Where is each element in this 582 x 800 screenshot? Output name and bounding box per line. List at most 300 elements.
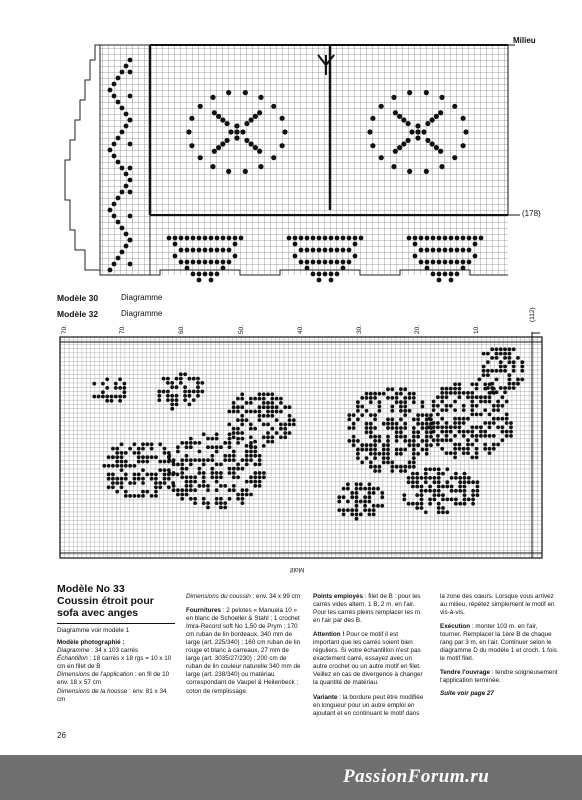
filled-square-dot xyxy=(141,460,145,464)
filled-square-dot xyxy=(346,482,350,486)
filled-square-dot xyxy=(176,493,180,497)
supplies-label: Fournitures xyxy=(186,607,221,615)
filled-square-dot xyxy=(412,452,416,456)
filled-square-dot xyxy=(283,405,287,409)
filled-square-dot xyxy=(227,423,231,427)
filled-square-dot xyxy=(198,484,202,488)
filled-square-dot xyxy=(355,508,359,512)
row-marker-178: (178) xyxy=(522,209,541,218)
filled-square-dot xyxy=(145,473,149,477)
filled-square-dot xyxy=(193,501,197,505)
filled-square-dot xyxy=(412,435,416,439)
filled-square-dot xyxy=(166,381,170,385)
filled-square-dot xyxy=(402,498,406,502)
filled-square-dot xyxy=(236,397,240,401)
filled-square-dot xyxy=(128,447,132,451)
filled-square-dot xyxy=(488,395,492,399)
filled-square-dot xyxy=(210,454,214,458)
filled-square-dot xyxy=(180,467,184,471)
filled-square-dot xyxy=(488,400,492,404)
filled-square-dot xyxy=(395,448,399,452)
filled-square-dot xyxy=(471,493,475,497)
filled-square-dot xyxy=(382,456,386,460)
filled-square-dot xyxy=(124,172,129,177)
filled-square-dot xyxy=(240,129,245,134)
filled-square-dot xyxy=(353,236,358,241)
filled-square-dot xyxy=(124,184,129,189)
filled-square-dot xyxy=(373,392,377,396)
variante-label: Variante xyxy=(313,693,338,701)
filled-square-dot xyxy=(431,260,436,265)
filled-square-dot xyxy=(427,425,431,429)
filled-square-dot xyxy=(101,382,105,386)
filled-square-dot xyxy=(428,489,432,493)
filled-square-dot xyxy=(486,373,490,377)
filled-square-dot xyxy=(353,254,358,259)
filled-square-dot xyxy=(353,242,358,247)
filled-square-dot xyxy=(503,390,507,394)
filled-square-dot xyxy=(249,435,253,439)
filled-square-dot xyxy=(490,369,494,373)
filled-square-dot xyxy=(503,356,507,360)
filled-square-dot xyxy=(162,377,166,381)
filled-square-dot xyxy=(249,458,253,462)
filled-square-dot xyxy=(476,489,480,493)
filled-square-dot xyxy=(455,236,460,241)
filled-square-dot xyxy=(128,190,133,195)
filled-square-dot xyxy=(196,394,200,398)
filled-square-dot xyxy=(116,160,121,165)
filled-square-dot xyxy=(223,458,227,462)
filled-square-dot xyxy=(372,504,376,508)
filled-square-dot xyxy=(503,347,507,351)
filled-square-dot xyxy=(403,439,407,443)
filled-square-dot xyxy=(382,443,386,447)
filled-square-dot xyxy=(243,169,248,174)
filled-square-dot xyxy=(253,440,257,444)
filled-square-dot xyxy=(232,471,236,475)
filled-square-dot xyxy=(258,484,262,488)
filled-square-dot xyxy=(470,408,474,412)
filled-square-dot xyxy=(431,248,436,253)
filled-square-dot xyxy=(471,502,475,506)
filled-square-dot xyxy=(395,392,399,396)
filled-square-dot xyxy=(196,377,200,381)
filled-square-dot xyxy=(360,448,364,452)
filled-square-dot xyxy=(437,510,441,514)
filled-square-dot xyxy=(401,117,406,122)
filled-square-dot xyxy=(234,129,239,134)
filled-square-dot xyxy=(445,438,449,442)
caption-modele-30: Modèle 30 xyxy=(57,293,99,303)
filled-square-dot xyxy=(107,473,111,477)
filled-square-dot xyxy=(283,427,287,431)
filled-square-dot xyxy=(215,260,220,265)
cushion-label: Dimensions du coussin xyxy=(186,593,251,600)
filled-square-dot xyxy=(421,129,426,134)
filled-square-dot xyxy=(380,495,384,499)
filled-square-dot xyxy=(223,501,227,505)
filled-square-dot xyxy=(92,395,96,399)
filled-square-dot xyxy=(441,493,445,497)
filled-square-dot xyxy=(488,421,492,425)
filled-square-dot xyxy=(359,513,363,517)
filled-square-dot xyxy=(189,437,193,441)
filled-square-dot xyxy=(436,438,440,442)
filled-square-dot xyxy=(244,138,249,143)
chart-grid-top xyxy=(65,45,520,275)
filled-square-dot xyxy=(347,439,351,443)
filled-square-dot xyxy=(363,504,367,508)
filled-square-dot xyxy=(365,430,369,434)
filled-square-dot xyxy=(350,508,354,512)
filled-square-dot xyxy=(202,480,206,484)
filled-square-dot xyxy=(288,418,292,422)
filled-square-dot xyxy=(378,465,382,469)
filled-square-dot xyxy=(391,95,396,100)
filled-square-dot xyxy=(115,460,119,464)
filled-square-dot xyxy=(341,260,346,265)
filled-square-dot xyxy=(221,236,226,241)
filled-square-dot xyxy=(173,236,178,241)
filled-square-dot xyxy=(386,422,390,426)
filled-square-dot xyxy=(382,422,386,426)
filled-square-dot xyxy=(270,440,274,444)
filled-square-dot xyxy=(124,473,128,477)
filled-square-dot xyxy=(436,421,440,425)
filled-square-dot xyxy=(163,477,167,481)
filled-square-dot xyxy=(262,475,266,479)
filled-square-dot xyxy=(440,391,444,395)
filled-square-dot xyxy=(499,360,503,364)
filled-square-dot xyxy=(223,441,227,445)
filled-square-dot xyxy=(163,447,167,451)
filled-square-dot xyxy=(431,236,436,241)
filled-square-dot xyxy=(350,491,354,495)
filled-square-dot xyxy=(496,404,500,408)
filled-square-dot xyxy=(120,481,124,485)
filled-square-dot xyxy=(449,236,454,241)
filled-square-dot xyxy=(499,386,503,390)
filled-square-dot xyxy=(133,473,137,477)
filled-square-dot xyxy=(425,248,430,253)
filled-square-dot xyxy=(241,488,245,492)
filled-square-dot xyxy=(150,447,154,451)
filled-square-dot xyxy=(399,409,403,413)
filled-square-dot xyxy=(512,386,516,390)
filled-square-dot xyxy=(185,248,190,253)
filled-square-dot xyxy=(432,421,436,425)
filled-square-dot xyxy=(496,417,500,421)
filled-square-dot xyxy=(470,400,474,404)
filled-square-dot xyxy=(352,422,356,426)
filled-square-dot xyxy=(245,463,249,467)
filled-square-dot xyxy=(424,467,428,471)
filled-square-dot xyxy=(215,236,220,241)
filled-square-dot xyxy=(154,473,158,477)
filled-square-dot xyxy=(390,465,394,469)
filled-square-dot xyxy=(210,467,214,471)
filled-square-dot xyxy=(105,395,109,399)
filled-square-dot xyxy=(240,397,244,401)
filled-square-dot xyxy=(167,458,171,462)
filled-square-dot xyxy=(403,426,407,430)
filled-square-dot xyxy=(408,396,412,400)
filled-square-dot xyxy=(170,381,174,385)
filled-square-dot xyxy=(209,278,214,283)
filled-square-dot xyxy=(202,501,206,505)
filled-square-dot xyxy=(293,242,298,247)
filled-square-dot xyxy=(115,451,119,455)
filled-square-dot xyxy=(416,430,420,434)
filled-square-dot xyxy=(424,489,428,493)
filled-square-dot xyxy=(240,431,244,435)
filled-square-dot xyxy=(445,430,449,434)
filled-square-dot xyxy=(145,442,149,446)
filled-square-dot xyxy=(188,394,192,398)
filled-square-dot xyxy=(445,498,449,502)
article-column-3 xyxy=(313,593,425,718)
filled-square-dot xyxy=(408,439,412,443)
filled-square-dot xyxy=(356,405,360,409)
filled-square-dot xyxy=(369,426,373,430)
filled-square-dot xyxy=(163,468,167,472)
filled-square-dot xyxy=(232,458,236,462)
filled-square-dot xyxy=(461,236,466,241)
filled-square-dot xyxy=(424,476,428,480)
filled-square-dot xyxy=(115,477,119,481)
filled-square-dot xyxy=(501,430,505,434)
filled-square-dot xyxy=(133,477,137,481)
filled-square-dot xyxy=(495,369,499,373)
filled-square-dot xyxy=(183,372,187,376)
filled-square-dot xyxy=(352,426,356,430)
filled-square-dot xyxy=(407,90,412,95)
filled-square-dot xyxy=(369,452,373,456)
swatch-value: : 18 carrés x 18 rgs = 10 x 10 cm en filet de B xyxy=(57,655,172,671)
filled-square-dot xyxy=(495,352,499,356)
filled-square-dot xyxy=(390,396,394,400)
filled-square-dot xyxy=(115,447,119,451)
filled-square-dot xyxy=(120,250,125,255)
filled-square-dot xyxy=(299,236,304,241)
filled-square-dot xyxy=(253,427,257,431)
filled-square-dot xyxy=(378,439,382,443)
filled-square-dot xyxy=(120,451,124,455)
filled-square-dot xyxy=(221,266,226,271)
filled-square-dot xyxy=(386,456,390,460)
filled-square-dot xyxy=(116,196,121,201)
filled-square-dot xyxy=(369,430,373,434)
filled-square-dot xyxy=(185,484,189,488)
filled-square-dot xyxy=(436,413,440,417)
filled-square-dot xyxy=(227,410,231,414)
filled-square-dot xyxy=(445,395,449,399)
filled-square-dot xyxy=(462,434,466,438)
filled-square-dot xyxy=(432,400,436,404)
filled-square-dot xyxy=(475,413,479,417)
filled-square-dot xyxy=(341,266,346,271)
filled-square-dot xyxy=(116,136,121,141)
filled-square-dot xyxy=(329,272,334,277)
filled-square-dot xyxy=(183,394,187,398)
filled-square-dot xyxy=(415,485,419,489)
filled-square-dot xyxy=(206,501,210,505)
filled-square-dot xyxy=(432,404,436,408)
filled-square-dot xyxy=(197,260,202,265)
tick-60: 60. xyxy=(178,324,185,334)
filled-square-dot xyxy=(499,347,503,351)
filled-square-dot xyxy=(215,471,219,475)
filled-square-dot xyxy=(171,460,175,464)
filled-square-dot xyxy=(505,400,509,404)
filled-square-dot xyxy=(425,418,429,422)
article-title-line1: Modèle No 33 xyxy=(57,583,125,595)
appl-value: : en fil de 10 env. 18 x 57 cm xyxy=(57,671,170,687)
filled-square-dot xyxy=(175,398,179,402)
filled-square-dot xyxy=(236,467,240,471)
filled-square-dot xyxy=(488,447,492,451)
filled-square-dot xyxy=(483,443,487,447)
filled-square-dot xyxy=(226,169,231,174)
filled-square-dot xyxy=(406,121,411,126)
filled-square-dot xyxy=(479,236,484,241)
filled-square-dot xyxy=(234,123,239,128)
filled-square-dot xyxy=(440,425,444,429)
filled-square-dot xyxy=(395,465,399,469)
filled-square-dot xyxy=(228,445,232,449)
filled-square-dot xyxy=(355,517,359,521)
filled-square-dot xyxy=(133,464,137,468)
filled-square-dot xyxy=(107,477,111,481)
filled-square-dot xyxy=(203,260,208,265)
filled-square-dot xyxy=(189,143,194,148)
filled-square-dot xyxy=(183,390,187,394)
article-column-1 xyxy=(57,583,175,704)
filled-square-dot xyxy=(228,488,232,492)
filled-square-dot xyxy=(221,260,226,265)
filled-square-dot xyxy=(253,463,257,467)
filled-square-dot xyxy=(434,114,439,119)
filled-square-dot xyxy=(458,502,462,506)
filled-square-dot xyxy=(185,458,189,462)
filled-square-dot xyxy=(445,434,449,438)
filled-square-dot xyxy=(347,248,352,253)
filled-square-dot xyxy=(258,405,262,409)
filled-square-dot xyxy=(403,469,407,473)
filled-square-dot xyxy=(470,395,474,399)
filled-square-dot xyxy=(501,425,505,429)
filled-square-dot xyxy=(373,465,377,469)
filled-square-dot xyxy=(432,408,436,412)
filled-square-dot xyxy=(241,501,245,505)
filled-square-dot xyxy=(128,142,133,147)
filled-square-dot xyxy=(471,480,475,484)
filled-square-dot xyxy=(475,434,479,438)
filled-square-dot xyxy=(458,443,462,447)
filled-square-dot xyxy=(439,164,444,169)
filled-square-dot xyxy=(189,441,193,445)
filled-square-dot xyxy=(120,455,124,459)
filled-square-dot xyxy=(179,260,184,265)
filled-square-dot xyxy=(245,410,249,414)
filled-square-dot xyxy=(419,248,424,253)
filled-square-dot xyxy=(262,414,266,418)
filled-square-dot xyxy=(173,254,178,259)
filled-square-dot xyxy=(473,236,478,241)
continued-link[interactable]: Suite voir page 27 xyxy=(440,690,494,698)
filled-square-dot xyxy=(216,114,221,119)
diagram-value: : 34 x 103 carrés xyxy=(89,647,139,655)
filled-square-dot xyxy=(505,417,509,421)
filled-square-dot xyxy=(425,435,429,439)
filled-square-dot xyxy=(428,485,432,489)
filet-chart-modele-30 xyxy=(0,0,582,300)
tick-40: 40. xyxy=(297,324,304,334)
filled-square-dot xyxy=(492,421,496,425)
filled-square-dot xyxy=(202,475,206,479)
filled-square-dot xyxy=(323,236,328,241)
filled-square-dot xyxy=(490,356,494,360)
filled-square-dot xyxy=(232,467,236,471)
filled-square-dot xyxy=(275,418,279,422)
filled-square-dot xyxy=(503,369,507,373)
filled-square-dot xyxy=(376,504,380,508)
filled-square-dot xyxy=(162,390,166,394)
filled-square-dot xyxy=(202,432,206,436)
filled-square-dot xyxy=(262,401,266,405)
filled-square-dot xyxy=(245,480,249,484)
filled-square-dot xyxy=(482,365,486,369)
filled-square-dot xyxy=(407,502,411,506)
filled-square-dot xyxy=(355,513,359,517)
filled-square-dot xyxy=(449,391,453,395)
filled-square-dot xyxy=(128,494,132,498)
filled-square-dot xyxy=(475,387,479,391)
filled-square-dot xyxy=(424,480,428,484)
filled-square-dot xyxy=(461,266,466,271)
filled-square-dot xyxy=(323,260,328,265)
filled-square-dot xyxy=(462,451,466,455)
filled-square-dot xyxy=(470,430,474,434)
filled-square-dot xyxy=(115,455,119,459)
filled-square-dot xyxy=(191,248,196,253)
filled-square-dot xyxy=(454,472,458,476)
points-text: : filet de B : pour les carrés vides altern. 1 B, 2 m. en l'air. Pour les carrés pleins remplacer les m. en l'air par des B. xyxy=(313,593,422,625)
filled-square-dot xyxy=(240,418,244,422)
filled-square-dot xyxy=(378,409,382,413)
filled-square-dot xyxy=(406,138,411,143)
filled-square-dot xyxy=(373,439,377,443)
filled-square-dot xyxy=(219,501,223,505)
filled-square-dot xyxy=(463,472,467,476)
filled-square-dot xyxy=(360,405,364,409)
filled-square-dot xyxy=(245,418,249,422)
filled-square-dot xyxy=(249,454,253,458)
filled-square-dot xyxy=(425,422,429,426)
attention-label: Attention ! xyxy=(313,631,345,639)
filled-square-dot xyxy=(433,467,437,471)
filled-square-dot xyxy=(369,435,373,439)
filled-square-dot xyxy=(311,272,316,277)
filled-square-dot xyxy=(188,377,192,381)
filled-square-dot xyxy=(123,390,127,394)
filled-square-dot xyxy=(154,494,158,498)
filled-square-dot xyxy=(253,397,257,401)
filled-square-dot xyxy=(463,489,467,493)
filled-square-dot xyxy=(108,208,113,213)
tick-10: 10. xyxy=(473,324,480,334)
